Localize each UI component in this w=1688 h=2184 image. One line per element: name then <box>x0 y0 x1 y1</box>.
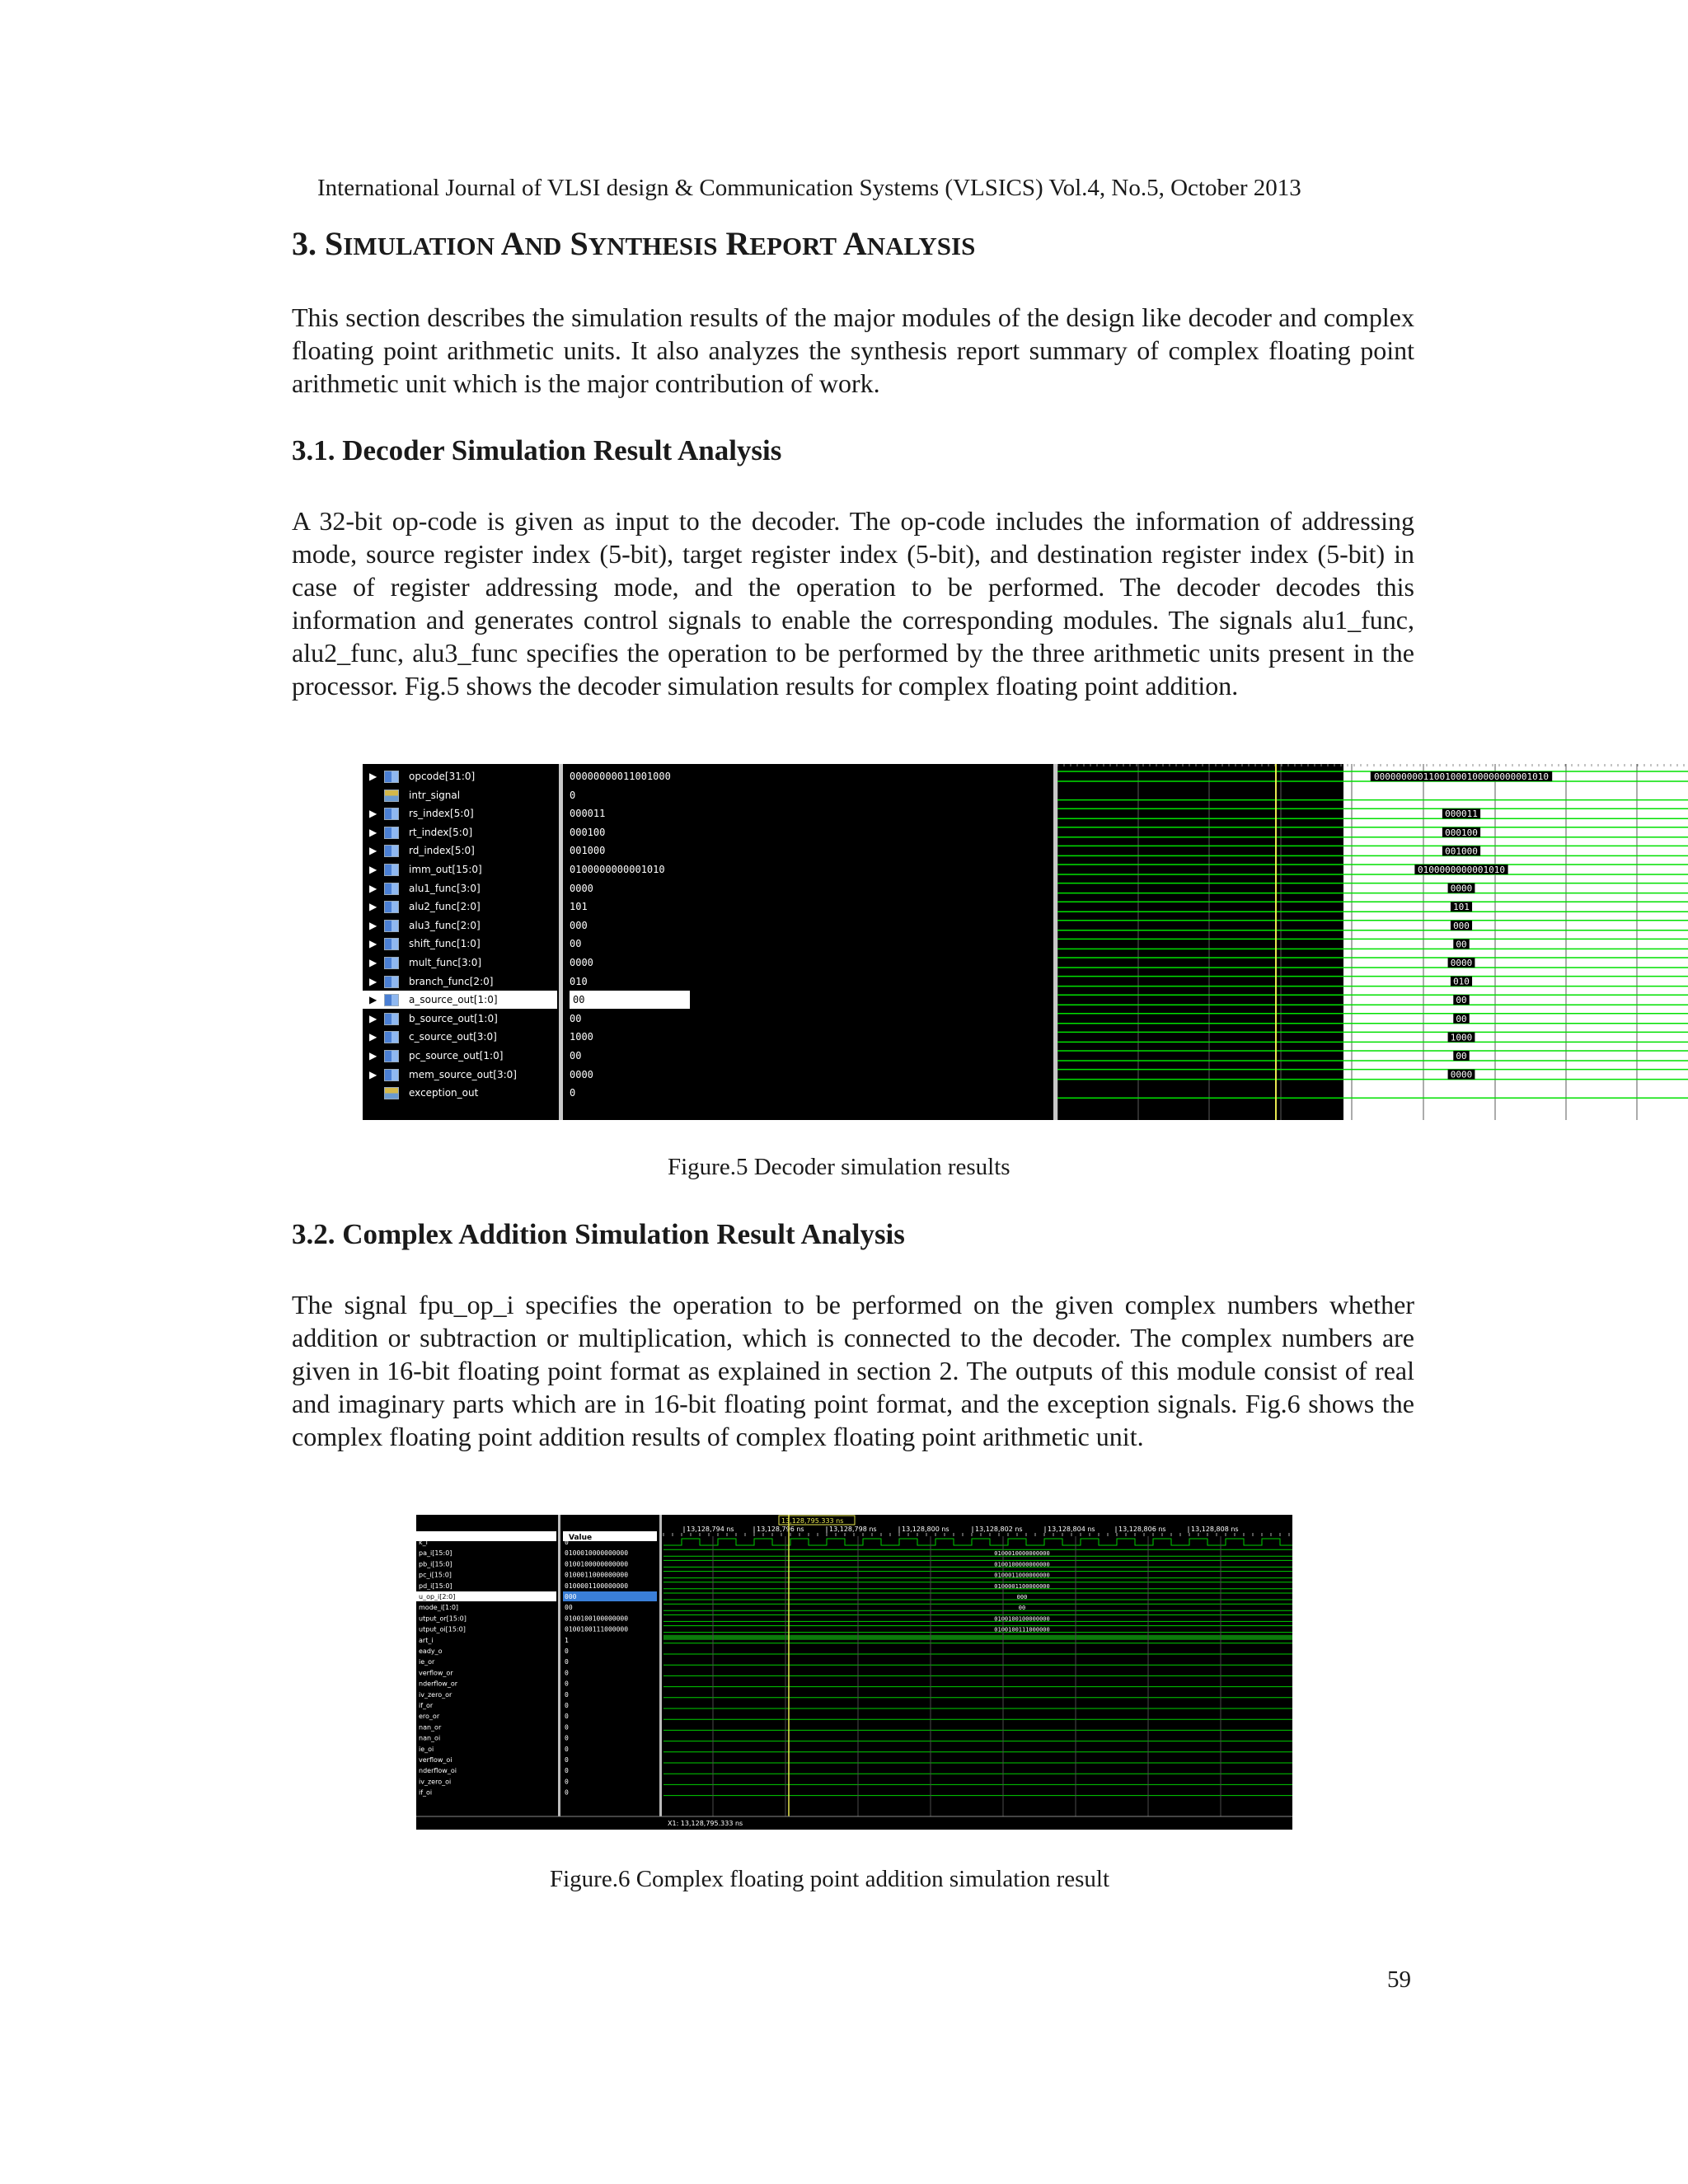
title-initial: S <box>325 225 344 262</box>
bus-signal-icon <box>384 864 399 876</box>
signal-name: rt_index[5:0] <box>409 826 473 838</box>
signal-name[interactable]: if_oi <box>419 1788 433 1797</box>
expand-arrow-icon[interactable]: ▶ <box>369 1012 377 1024</box>
signal-value: 0 <box>570 789 576 801</box>
wave-value-label: 001000 <box>1445 846 1478 857</box>
expand-arrow-icon[interactable]: ▶ <box>369 1050 377 1062</box>
signal-value: 00 <box>570 1012 582 1024</box>
running-header: International Journal of VLSI design & Communication Systems (VLSICS) Vol.4, No.5, October 2013 <box>317 175 1301 201</box>
signal-value: 0000 <box>570 1068 593 1080</box>
clock-wave <box>663 1539 1292 1545</box>
signal-value: 00 <box>570 991 690 1009</box>
time-label: 13,128,806 ns <box>1118 1526 1166 1533</box>
signal-name[interactable]: nan_oi <box>419 1734 441 1742</box>
signal-value: 001000 <box>570 845 606 857</box>
wave-value-label: 00 <box>1456 939 1467 950</box>
expand-arrow-icon[interactable]: ▶ <box>369 1068 377 1080</box>
signal-name[interactable]: nderflow_or <box>419 1680 458 1688</box>
bus-signal-icon <box>384 808 399 820</box>
signal-value: 101 <box>570 901 588 913</box>
signal-name: c_source_out[3:0] <box>409 1031 497 1043</box>
expand-arrow-icon[interactable]: ▶ <box>369 1031 377 1043</box>
bus-signal-icon <box>384 920 399 932</box>
value-header: Value <box>569 1534 593 1542</box>
signal-value: 0 <box>565 1680 569 1688</box>
signal-name[interactable]: nderflow_oi <box>419 1767 457 1775</box>
signal-value: 0 <box>565 1713 569 1721</box>
section-heading <box>292 224 975 263</box>
signal-name[interactable]: k_i <box>419 1539 428 1546</box>
signal-row[interactable] <box>363 898 557 916</box>
panel-divider <box>559 764 563 1120</box>
signal-value: 000011 <box>570 808 606 820</box>
bus-signal-icon <box>384 771 399 783</box>
signal-value: 00000000011001000 <box>570 771 671 782</box>
subsection-title-decoder: 3.1. Decoder Simulation Result Analysis <box>292 434 782 466</box>
signal-name[interactable]: pd_i[15:0] <box>419 1582 452 1590</box>
signal-value: 0 <box>565 1669 569 1677</box>
expand-arrow-icon[interactable]: ▶ <box>369 975 377 987</box>
expand-arrow-icon[interactable]: ▶ <box>369 864 377 875</box>
signal-name: intr_signal <box>409 789 461 801</box>
signal-row[interactable] <box>363 991 557 1009</box>
wave-value-label: 00000000011001000100000000001010 <box>1374 771 1549 782</box>
signal-value: 0100000000001010 <box>570 864 665 875</box>
signal-name[interactable]: ie_oi <box>419 1745 434 1753</box>
expand-arrow-icon[interactable]: ▶ <box>369 994 377 1006</box>
signal-name[interactable]: ie_or <box>419 1658 435 1666</box>
wave-value-label: 0100001100000000 <box>994 1582 1050 1590</box>
signal-value: 000 <box>565 1593 577 1601</box>
wave-value-label: 0100100000000000 <box>994 1561 1050 1568</box>
time-label: 13,128,794 ns <box>687 1526 734 1533</box>
wave-value-label: 00 <box>1456 995 1467 1006</box>
title-smallcaps: EPORT <box>749 232 837 260</box>
signal-name[interactable]: verflow_or <box>419 1669 453 1677</box>
signal-row[interactable] <box>363 841 557 860</box>
signal-value: 010 <box>570 975 588 987</box>
signal-row[interactable] <box>363 786 557 804</box>
signal-row[interactable] <box>363 1028 557 1046</box>
signal-row[interactable] <box>363 879 557 898</box>
wave-value-label: 0000 <box>1450 883 1473 894</box>
section-title-word <box>570 225 717 262</box>
signal-row[interactable] <box>363 935 557 953</box>
signal-name: pc_source_out[1:0] <box>409 1050 504 1062</box>
signal-row[interactable] <box>363 1084 557 1102</box>
bus-signal-icon <box>384 1069 399 1081</box>
signal-name: alu3_func[2:0] <box>409 919 481 931</box>
signal-name[interactable]: utput_or[15:0] <box>419 1615 467 1623</box>
section-number: 3. <box>292 225 316 262</box>
bus-signal-icon <box>384 827 399 839</box>
signal-value: 0 <box>565 1539 569 1546</box>
signal-value: 0 <box>565 1745 569 1753</box>
bus-signal-icon <box>384 1031 399 1043</box>
decoder-paragraph: A 32-bit op-code is given as input to the decoder. The op-code includes the information of addressing mode, source register index (5-bit), target register index (5-bit), and destination register index (5-bit) in case of register addressing mode, and the operation to be performed. The decoder decodes this information and generates control signals to enable the corresponding modules. The signals alu1_func, alu2_func, alu3_func specifies the operation to be performed by the three arithmetic units present in the processor. Fig.5 shows the decoder simulation results for complex floating point addition. <box>292 506 1414 701</box>
figure-5-caption: Figure.5 Decoder simulation results <box>668 1154 1010 1180</box>
wave-value-label: 101 <box>1453 902 1470 913</box>
selected-value-bg <box>563 1591 657 1601</box>
expand-arrow-icon[interactable]: ▶ <box>369 919 377 931</box>
expand-arrow-icon[interactable]: ▶ <box>369 826 377 838</box>
signal-value: 1 <box>565 1636 569 1644</box>
cursor-readout: X1: 13,128,795.333 ns <box>668 1820 743 1827</box>
signal-value: 0 <box>570 1087 576 1099</box>
signal-name: rd_index[5:0] <box>409 845 475 857</box>
signal-value: 00 <box>570 1050 582 1062</box>
signal-value: 000 <box>570 919 588 931</box>
wave-value-label: 0100000000001010 <box>1418 865 1505 875</box>
signal-row[interactable] <box>363 804 557 823</box>
title-smallcaps: YNTHESIS <box>588 232 718 260</box>
status-bar <box>416 1816 1292 1830</box>
title-smallcaps: ND <box>524 232 562 260</box>
expand-arrow-icon[interactable]: ▶ <box>369 845 377 857</box>
signal-name: shift_func[1:0] <box>409 938 481 950</box>
wave-value-label: 00 <box>1456 1013 1467 1024</box>
signal-name[interactable]: mode_i[1:0] <box>419 1604 459 1612</box>
signal-value: 00 <box>570 938 582 950</box>
signal-name: alu2_func[2:0] <box>409 901 481 913</box>
decoder-waveform-figure <box>363 764 1549 1120</box>
time-label: 13,128,802 ns <box>975 1526 1023 1533</box>
signal-value: 0 <box>565 1778 569 1786</box>
time-label: 13,128,808 ns <box>1191 1526 1239 1533</box>
bus-signal-icon <box>384 1013 399 1025</box>
page-number: 59 <box>1387 1966 1411 1993</box>
signal-name: rs_index[5:0] <box>409 808 474 820</box>
wave-value-label: 0100100100000000 <box>994 1615 1050 1623</box>
time-label: 13,128,798 ns <box>829 1526 877 1533</box>
signal-value: 0 <box>565 1723 569 1732</box>
signal-row[interactable] <box>363 823 557 841</box>
signal-row[interactable] <box>363 767 557 785</box>
signal-row[interactable] <box>363 972 557 991</box>
single-signal-icon <box>384 790 399 802</box>
expand-arrow-icon[interactable]: ▶ <box>369 938 377 950</box>
signal-name[interactable]: u_op_i[2:0] <box>419 1593 456 1601</box>
wave-value-label: 000 <box>1016 1594 1028 1601</box>
title-initial: S <box>570 225 588 262</box>
section-title-word <box>843 225 975 262</box>
wave-value-label: 000 <box>1453 920 1470 931</box>
title-smallcaps: NALYSIS <box>866 232 976 260</box>
signal-value: 0 <box>565 1702 569 1709</box>
title-smallcaps: IMULATION <box>343 232 495 260</box>
bus-signal-icon <box>384 1050 399 1062</box>
waveform-viewer <box>416 1515 1292 1830</box>
signal-value: 0100010000000000 <box>565 1549 629 1558</box>
wave-value-label: 0100100111000000 <box>994 1626 1050 1633</box>
bus-signal-icon <box>384 883 399 895</box>
section-title-word <box>725 225 837 262</box>
high-level-band <box>663 1635 1292 1640</box>
signal-value: 0 <box>565 1647 569 1655</box>
wave-value-label: 00 <box>1456 1051 1467 1062</box>
signal-value: 000100 <box>570 826 606 838</box>
bus-signal-icon <box>384 845 399 857</box>
signal-name: exception_out <box>409 1087 479 1099</box>
panel-divider <box>659 1515 662 1830</box>
bus-signal-icon <box>384 994 399 1006</box>
signal-value: 0 <box>565 1734 569 1742</box>
complex-addition-paragraph: The signal fpu_op_i specifies the operation to be performed on the given complex numbers whether addition or subtraction or multiplication, which is connected to the decoder. The complex numbers are given in 16-bit floating point format as explained in section 2. The outputs of this module consist of real and imaginary parts which are in 16-bit floating point format, and the exception signals. Fig.6 shows the complex floating point addition results of complex floating point arithmetic unit. <box>292 1290 1414 1451</box>
signal-name: mem_source_out[3:0] <box>409 1068 517 1080</box>
signal-value: 1000 <box>570 1031 593 1043</box>
wave-value-label: 0100011000000000 <box>994 1572 1050 1579</box>
signal-row[interactable] <box>363 1066 557 1084</box>
wave-value-label: 010 <box>1453 976 1470 987</box>
signal-value: 0100100111000000 <box>565 1625 629 1633</box>
signal-row[interactable] <box>363 1047 557 1065</box>
bus-signal-icon <box>384 938 399 950</box>
subsection-title-complex-addition: 3.2. Complex Addition Simulation Result Analysis <box>292 1218 905 1250</box>
title-initial: A <box>500 225 525 262</box>
expand-arrow-icon[interactable]: ▶ <box>369 957 377 968</box>
expand-arrow-icon[interactable]: ▶ <box>369 901 377 913</box>
signal-row[interactable] <box>363 1010 557 1028</box>
signal-name-panel <box>363 764 559 1120</box>
bus-signal-icon <box>384 957 399 969</box>
waveform-panel <box>1057 764 1688 1120</box>
signal-value: 0000 <box>570 882 593 894</box>
signal-name[interactable]: ero_or <box>419 1713 440 1721</box>
title-initial: A <box>842 225 867 262</box>
signal-name[interactable]: art_i <box>419 1636 434 1644</box>
signal-name[interactable]: utput_oi[15:0] <box>419 1625 466 1633</box>
signal-value: 0 <box>565 1658 569 1666</box>
signal-name[interactable]: iv_zero_or <box>419 1690 452 1699</box>
signal-row[interactable] <box>363 954 557 972</box>
wave-value-label: 00 <box>1018 1605 1026 1612</box>
wave-value-label: 000100 <box>1445 827 1478 838</box>
signal-name[interactable]: nan_or <box>419 1723 442 1732</box>
wave-value-label: 0000 <box>1450 1069 1473 1080</box>
expand-arrow-icon[interactable]: ▶ <box>369 882 377 894</box>
wave-value-label: 0000 <box>1450 958 1473 968</box>
signal-name[interactable]: if_or <box>419 1702 434 1709</box>
figure-6-caption: Figure.6 Complex floating point addition simulation result <box>550 1866 1110 1892</box>
section-title-word <box>325 225 495 262</box>
signal-name[interactable]: pc_i[15:0] <box>419 1571 452 1579</box>
wave-value-label: 1000 <box>1450 1032 1473 1043</box>
wave-value-label: 0100010000000000 <box>994 1550 1050 1558</box>
signal-value: 0100001100000000 <box>565 1582 629 1590</box>
signal-name[interactable]: verflow_oi <box>419 1756 452 1764</box>
wave-value-label: 000011 <box>1445 808 1478 820</box>
signal-name: branch_func[2:0] <box>409 975 494 987</box>
signal-name[interactable]: iv_zero_oi <box>419 1778 452 1786</box>
bus-signal-icon <box>384 976 399 988</box>
bus-signal-icon <box>384 901 399 913</box>
signal-value: 0 <box>565 1788 569 1797</box>
signal-name: b_source_out[1:0] <box>409 1012 498 1024</box>
signal-name: imm_out[15:0] <box>409 864 482 875</box>
signal-name: a_source_out[1:0] <box>409 994 498 1006</box>
expand-arrow-icon[interactable]: ▶ <box>369 808 377 820</box>
signal-name: alu1_func[3:0] <box>409 882 481 894</box>
signal-value: 0100100000000000 <box>565 1560 629 1568</box>
signal-name: mult_func[3:0] <box>409 957 482 968</box>
time-label: 13,128,804 ns <box>1048 1526 1095 1533</box>
section-title-word <box>501 225 562 262</box>
signal-name: opcode[31:0] <box>409 771 476 782</box>
signal-value: 0100100100000000 <box>565 1615 629 1623</box>
signal-value: 00 <box>565 1604 573 1612</box>
signal-row[interactable] <box>363 916 557 935</box>
expand-arrow-icon[interactable]: ▶ <box>369 771 377 782</box>
panel-divider <box>558 1515 560 1830</box>
signal-name[interactable]: pb_i[15:0] <box>419 1560 452 1568</box>
single-signal-icon <box>384 1087 399 1099</box>
name-header <box>416 1531 556 1541</box>
complex-addition-waveform-figure <box>416 1515 1292 1830</box>
title-initial: R <box>725 225 750 262</box>
signal-value: 0 <box>565 1690 569 1699</box>
signal-value: 0 <box>565 1756 569 1764</box>
section-intro: This section describes the simulation results of the major modules of the design like decoder and complex floating point arithmetic units. It also analyzes the synthesis report summary of complex floating point arithmetic unit which is the major contribution of work. <box>292 302 1414 398</box>
signal-value: 0 <box>565 1767 569 1775</box>
cursor-time-label: 13,128,795.333 ns <box>781 1517 844 1525</box>
signal-value: 0000 <box>570 957 593 968</box>
signal-value: 0100011000000000 <box>565 1571 629 1579</box>
time-label: 13,128,796 ns <box>757 1526 804 1533</box>
time-label: 13,128,800 ns <box>902 1526 950 1533</box>
signal-name[interactable]: pa_i[15:0] <box>419 1549 452 1558</box>
signal-row[interactable] <box>363 860 557 879</box>
signal-name[interactable]: eady_o <box>419 1647 443 1655</box>
